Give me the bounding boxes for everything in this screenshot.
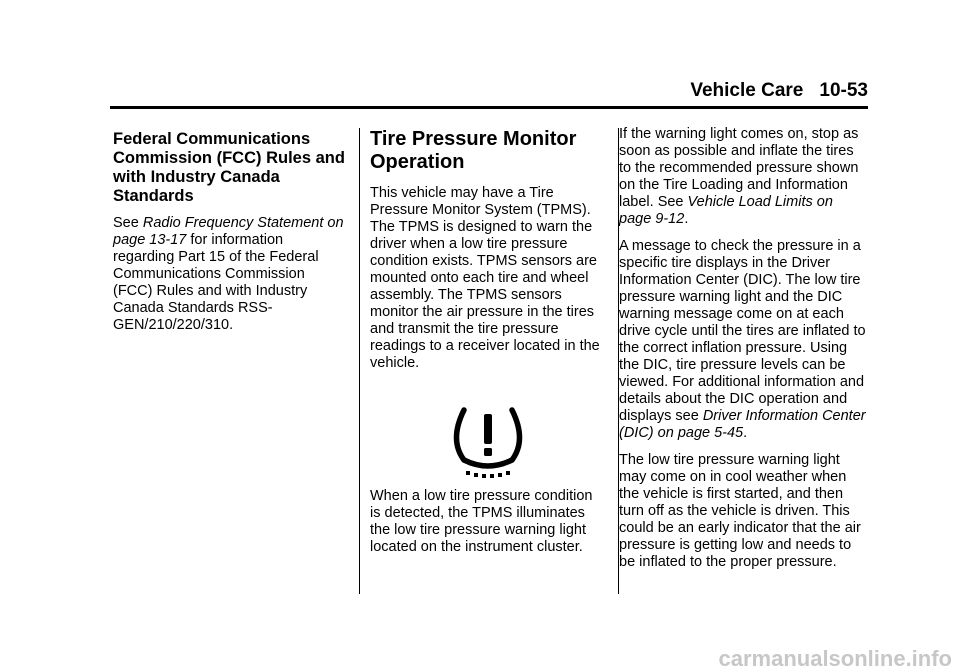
dic-text-post: .	[743, 425, 748, 441]
tpms-paragraph-1: This vehicle may have a Tire Pressure Monitor System (TPMS). The TPMS is designed to warn the driver when a low tire pressure condition exists. TPMS sensors are mounted onto each tire and wheel assembly. The TPMS sensors monitor the air pressure in the tires and transmit the tire pressure readings to a receiver located in the vehicle.	[370, 185, 600, 371]
column-3	[619, 126, 867, 581]
vehicle-load-limits-link[interactable]: Vehicle Load Limits on page 9-12	[619, 194, 833, 227]
tpms-paragraph-2: When a low tire pressure condition is detected, the TPMS illuminates the low tire pressure warning light located on the instrument cluster.	[370, 488, 593, 555]
fcc-heading: Federal Communications Commission (FCC) Rules and with Industry Canada Standards	[113, 130, 345, 205]
dic-paragraph	[619, 238, 867, 442]
fcc-text-pre: See	[113, 215, 143, 231]
fcc-text-post: for information regarding Part 15 of the Federal Communications Commission (FCC) Rules and with Industry Canada Standards RSS-GEN/210/220/310.	[113, 232, 319, 333]
section-title: Vehicle Care	[690, 80, 804, 101]
fcc-paragraph	[113, 215, 348, 334]
tpms-heading: Tire Pressure Monitor Operation	[370, 128, 577, 173]
warning-text-pre: If the warning light comes on, stop as soon as possible and inflate the tires to the recommended pressure shown on the Tire Loading and Information label. See	[619, 126, 859, 210]
tpms-icon-wrap	[370, 400, 606, 484]
column-divider-1	[359, 128, 360, 594]
header-rule	[110, 106, 868, 109]
page-number: 10-53	[819, 80, 868, 101]
column-1	[113, 126, 348, 344]
warning-paragraph	[619, 126, 867, 228]
cool-weather-paragraph: The low tire pressure warning light may come on in cool weather when the vehicle is first started, and then turn off as the vehicle is driven. This could be an early indicator that the air pressure is getting low and needs to be inflated to the proper pressure.	[619, 452, 861, 570]
watermark: carmanualsonline.info	[718, 646, 952, 671]
fcc-reference-link[interactable]: Radio Frequency Statement on page 13-17	[113, 215, 344, 248]
tire-pressure-warning-icon	[446, 400, 530, 484]
page-header	[600, 80, 868, 102]
dic-reference-link[interactable]: Driver Information Center (DIC) on page 5-45	[619, 408, 866, 441]
dic-text-pre: A message to check the pressure in a specific tire displays in the Driver Information Center (DIC). The low tire pressure warning light and the DIC warning message come on at each drive cycle until the tires are inflated to the correct inflation pressure. Using the DIC, tire pressure levels can be viewed. For additional information and details about the DIC operation and displays see	[619, 238, 866, 424]
warning-text-post: .	[684, 211, 689, 227]
column-2	[370, 126, 606, 566]
